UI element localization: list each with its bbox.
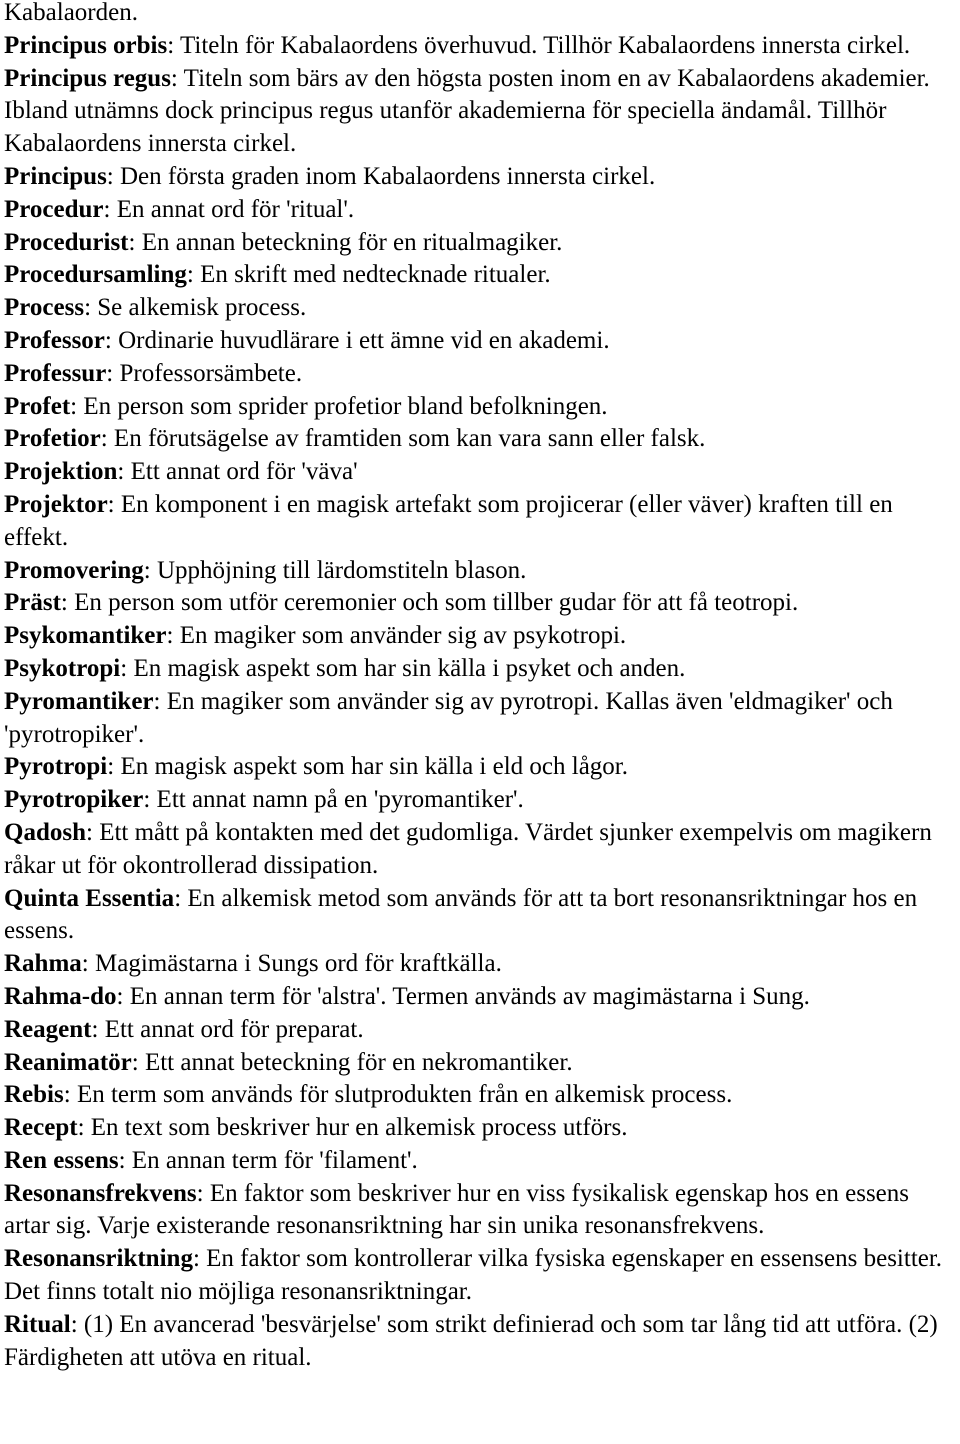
glossary-entry: Psykotropi: En magisk aspekt som har sin källa i psyket och anden. [4, 654, 686, 682]
glossary-entry: Reagent: Ett annat ord för preparat. [4, 1015, 364, 1043]
glossary-term: Qadosh [4, 818, 86, 846]
glossary-definition: En alkemisk metod som används för att ta bort resonansriktningar hos en essens. [4, 884, 918, 945]
glossary-definition: En komponent i en magisk artefakt som projicerar (eller väver) kraften till en effekt. [4, 490, 893, 551]
glossary-term: Profet [4, 392, 71, 420]
glossary-entry: Rahma-do: En annan term för 'alstra'. Termen används av magimästarna i Sung. [4, 982, 810, 1010]
glossary-term: Procedursamling [4, 261, 187, 289]
glossary-definition: Ett mått på kontakten med det gudomliga. Värdet sjunker exempelvis om magikern råkar ut för okontrollerad dissipation. [4, 818, 932, 879]
glossary-entry: Recept: En text som beskriver hur en alkemisk process utförs. [4, 1114, 628, 1142]
glossary-definition: Professorsämbete. [119, 359, 303, 387]
glossary-term: Pyromantiker [4, 687, 154, 715]
glossary-term: Principus regus [4, 64, 171, 92]
glossary-definition: En term som används för slutprodukten från en alkemisk process. [76, 1081, 733, 1109]
glossary-term: Principus [4, 162, 107, 190]
glossary-term: Procedurist [4, 228, 129, 256]
glossary-term: Professor [4, 326, 105, 354]
glossary-definition: En annan term för 'filament'. [131, 1146, 418, 1174]
glossary-entry: Psykomantiker: En magiker som använder sig av psykotropi. [4, 622, 627, 650]
glossary-definition: En annat ord för 'ritual'. [116, 195, 355, 223]
glossary-definition: Magimästarna i Sungs ord för kraftkälla. [95, 950, 502, 978]
glossary-term: Profetior [4, 425, 101, 453]
glossary-definition: Se alkemisk process. [97, 294, 307, 322]
glossary-definition: En skrift med nedtecknade ritualer. [200, 261, 551, 289]
glossary-entry: Reanimatör: Ett annat beteckning för en nekromantiker. [4, 1048, 573, 1076]
glossary-entry: Process: Se alkemisk process. [4, 294, 307, 322]
glossary-definition: Upphöjning till lärdomstiteln blason. [157, 556, 527, 584]
glossary-entry: Ren essens: En annan term för 'filament'. [4, 1146, 418, 1174]
glossary-lead-text: Kabalaorden. [4, 0, 138, 26]
glossary-entry: Principus: Den första graden inom Kabalaordens innersta cirkel. [4, 162, 656, 190]
glossary-entry: Profet: En person som sprider profetior bland befolkningen. [4, 392, 608, 420]
glossary-entry: Resonansfrekvens: En faktor som beskriver hur en viss fysikalisk egenskap hos en essens artar sig. Varje existerande resonansriktning har sin unika resonansfrekvens. [4, 1179, 909, 1240]
glossary-definition: Ett annat beteckning för en nekromantiker. [144, 1048, 573, 1076]
glossary-entry: Qadosh: Ett mått på kontakten med det gudomliga. Värdet sjunker exempelvis om magikern råkar ut för okontrollerad dissipation. [4, 818, 932, 879]
glossary-term: Professur [4, 359, 107, 387]
glossary-term: Reanimatör [4, 1048, 132, 1076]
glossary-entry: Resonansriktning: En faktor som kontrollerar vilka fysiska egenskaper en essensens besitter. Det finns totalt nio möjliga resonansriktningar. [4, 1245, 943, 1306]
glossary-definition: Ett annat namn på en 'pyromantiker'. [156, 786, 524, 814]
glossary-definition: En annan term för 'alstra'. Termen används av magimästarna i Sung. [129, 982, 810, 1010]
glossary-entry: Pyromantiker: En magiker som använder sig av pyrotropi. Kallas även 'eldmagiker' och 'pyrotropiker'. [4, 687, 893, 748]
glossary-entry: Professor: Ordinarie huvudlärare i ett ämne vid en akademi. [4, 326, 610, 354]
glossary-entry: Rebis: En term som används för slutprodukten från en alkemisk process. [4, 1081, 733, 1109]
glossary-definition: Titeln för Kabalaordens överhuvud. Tillhör Kabalaordens innersta cirkel. [179, 31, 911, 59]
glossary-definition: En annan beteckning för en ritualmagiker. [141, 228, 563, 256]
glossary-entry: Rahma: Magimästarna i Sungs ord för kraftkälla. [4, 950, 502, 978]
glossary-term: Recept [4, 1114, 78, 1142]
glossary-list [4, 30, 960, 1375]
glossary-entry: Projektor: En komponent i en magisk artefakt som projicerar (eller väver) kraften till en effekt. [4, 490, 893, 551]
glossary-term: Ren essens [4, 1146, 119, 1174]
glossary-term: Pyrotropi [4, 753, 108, 781]
glossary-definition: (1) En avancerad 'besvärjelse' som strikt definierad och som tar lång tid att utföra. (2) Färdigheten att utöva en ritual. [4, 1310, 938, 1371]
glossary-entry: Principus orbis: Titeln för Kabalaordens överhuvud. Tillhör Kabalaordens innersta cirkel. [4, 31, 911, 59]
glossary-definition: Den första graden inom Kabalaordens innersta cirkel. [120, 162, 656, 190]
glossary-definition: En magisk aspekt som har sin källa i psyket och anden. [133, 654, 686, 682]
glossary-definition: En faktor som kontrollerar vilka fysiska egenskaper en essensens besitter. Det finns totalt nio möjliga resonansriktningar. [4, 1245, 943, 1306]
glossary-entry: Procedur: En annat ord för 'ritual'. [4, 195, 355, 223]
glossary-term: Ritual [4, 1310, 71, 1338]
glossary-term: Pyrotropiker [4, 786, 144, 814]
glossary-term: Psykotropi [4, 654, 121, 682]
glossary-definition: En magiker som använder sig av psykotropi. [179, 622, 627, 650]
glossary-definition: En person som utför ceremonier och som tillber gudar för att få teotropi. [74, 589, 799, 617]
glossary-term: Resonansfrekvens [4, 1179, 197, 1207]
glossary-term: Process [4, 294, 85, 322]
glossary-term: Resonansriktning [4, 1245, 193, 1273]
glossary-definition: En magiker som använder sig av pyrotropi. Kallas även 'eldmagiker' och 'pyrotropiker'. [4, 687, 893, 748]
glossary-term: Rahma-do [4, 982, 117, 1010]
glossary-definition: Ett annat ord för 'väva' [130, 458, 358, 486]
glossary-definition: Ett annat ord för preparat. [104, 1015, 364, 1043]
glossary-entry: Projektion: Ett annat ord för 'väva' [4, 458, 358, 486]
glossary-term: Psykomantiker [4, 622, 167, 650]
glossary-entry: Procedursamling: En skrift med nedtecknade ritualer. [4, 261, 551, 289]
glossary-definition: Ordinarie huvudlärare i ett ämne vid en akademi. [118, 326, 610, 354]
glossary-entry: Ritual: (1) En avancerad 'besvärjelse' som strikt definierad och som tar lång tid att utföra. (2) Färdigheten att utöva en ritual. [4, 1310, 938, 1371]
glossary-entry: Promovering: Upphöjning till lärdomstiteln blason. [4, 556, 527, 584]
glossary-term: Reagent [4, 1015, 92, 1043]
glossary-definition: En förutsägelse av framtiden som kan vara sann eller falsk. [113, 425, 706, 453]
glossary-definition: En person som sprider profetior bland befolkningen. [83, 392, 608, 420]
glossary-term: Promovering [4, 556, 144, 584]
glossary-entry: Procedurist: En annan beteckning för en ritualmagiker. [4, 228, 563, 256]
glossary-term: Quinta Essentia [4, 884, 175, 912]
glossary-term: Principus orbis [4, 31, 168, 59]
glossary-definition: En text som beskriver hur en alkemisk process utförs. [90, 1114, 628, 1142]
glossary-term: Präst [4, 589, 61, 617]
glossary-term: Procedur [4, 195, 104, 223]
glossary-term: Projektor [4, 490, 108, 518]
glossary-definition: En faktor som beskriver hur en viss fysikalisk egenskap hos en essens artar sig. Varje existerande resonansriktning har sin unika resonansfrekvens. [4, 1179, 909, 1240]
glossary-definition: Titeln som bärs av den högsta posten inom en av Kabalaordens akademier. Ibland utnämns dock principus regus utanför akademierna för speciella ändamål. Tillhör Kabalaordens innersta cirkel. [4, 64, 930, 158]
glossary-term: Projektion [4, 458, 118, 486]
glossary-entry: Quinta Essentia: En alkemisk metod som används för att ta bort resonansriktningar hos en essens. [4, 884, 918, 945]
glossary-entry: Principus regus: Titeln som bärs av den högsta posten inom en av Kabalaordens akademier. Ibland utnämns dock principus regus utanför akademierna för speciella ändamål. Tillhör Kabalaordens innersta cirkel. [4, 64, 930, 158]
glossary-entry: Pyrotropiker: Ett annat namn på en 'pyromantiker'. [4, 786, 524, 814]
glossary-entry: Professur: Professorsämbete. [4, 359, 303, 387]
glossary-term: Rahma [4, 950, 82, 978]
glossary-entry: Profetior: En förutsägelse av framtiden som kan vara sann eller falsk. [4, 425, 706, 453]
glossary-entry: Pyrotropi: En magisk aspekt som har sin källa i eld och lågor. [4, 753, 628, 781]
glossary-term: Rebis [4, 1081, 64, 1109]
glossary-entry: Präst: En person som utför ceremonier och som tillber gudar för att få teotropi. [4, 589, 799, 617]
glossary-definition: En magisk aspekt som har sin källa i eld och lågor. [120, 753, 628, 781]
